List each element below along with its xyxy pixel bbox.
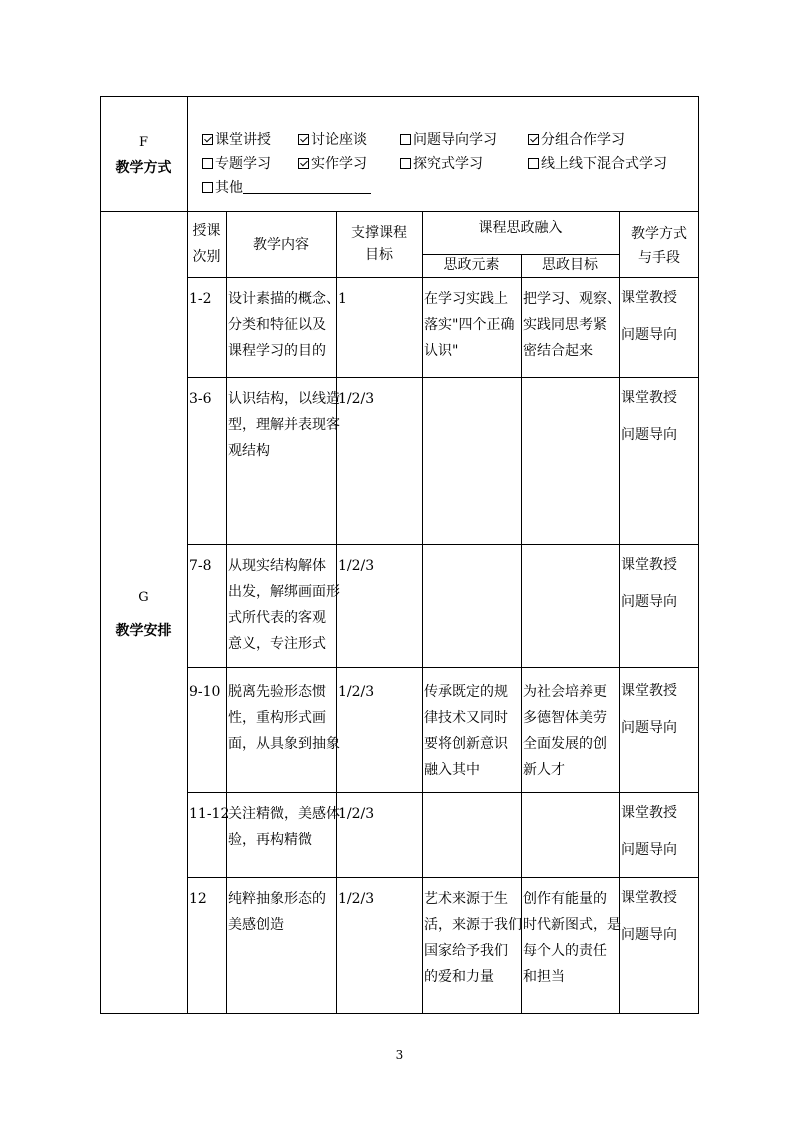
method-option-blended[interactable] <box>528 153 667 173</box>
checkbox-checked-icon[interactable] <box>298 158 309 169</box>
method-option-thematic[interactable] <box>202 153 271 173</box>
checkbox-checked-icon[interactable] <box>298 134 309 145</box>
row4-goal: 为社会培养更 多德智体美劳 全面发展的创 新人才 <box>523 684 607 778</box>
header-content: 教学内容 <box>253 237 309 253</box>
row6-element: 艺术来源于生 活，来源于我们 国家给予我们 的爱和力量 <box>424 891 522 985</box>
row6-session: 12 <box>189 891 207 907</box>
section-f-title: 教学方式 <box>115 160 172 176</box>
row-divider <box>187 792 699 793</box>
method-label: 其他 <box>215 180 243 196</box>
header-bottom-divider <box>187 277 699 278</box>
header-element: 思政元素 <box>443 257 500 273</box>
col-divider-objective <box>422 211 423 1014</box>
method-option-group-cooperative[interactable] <box>528 129 625 149</box>
row6-content: 纯粹抽象形态的 美感创造 <box>228 891 326 933</box>
col-divider-session <box>226 211 227 1014</box>
row1-element: 在学习实践上 落实"四个正确 认识" <box>424 291 515 359</box>
row1-content: 设计素描的概念、 分类和特征以及 课程学习的目的 <box>228 291 340 359</box>
header-ideology: 课程思政融入 <box>478 220 563 236</box>
row4-session: 9-10 <box>189 684 221 700</box>
row2-session: 3-6 <box>189 391 212 407</box>
row5-content: 关注精微，美感体 验，再构精微 <box>228 806 340 848</box>
row5-objective: 1/2/3 <box>338 806 375 822</box>
method-label: 线上线下混合式学习 <box>541 156 667 172</box>
row-divider <box>187 667 699 668</box>
row6-goal: 创作有能量的 时代新图式，是 每个人的责任 和担当 <box>523 891 621 985</box>
method-label: 课堂讲授 <box>215 132 271 148</box>
row4-method: 课堂教授 问题导向 <box>621 683 677 736</box>
section-g-code: G <box>138 590 149 605</box>
row6-method: 课堂教授 问题导向 <box>621 890 677 943</box>
checkbox-checked-icon[interactable] <box>202 134 213 145</box>
row3-method: 课堂教授 问题导向 <box>621 557 677 610</box>
row-divider <box>187 544 699 545</box>
checkbox-empty-icon[interactable] <box>528 158 539 169</box>
method-option-discussion[interactable] <box>298 129 367 149</box>
row5-session: 11-12 <box>189 806 230 822</box>
method-label: 专题学习 <box>215 156 271 172</box>
row6-objective: 1/2/3 <box>338 891 375 907</box>
row1-session: 1-2 <box>189 291 212 307</box>
checkbox-empty-icon[interactable] <box>400 134 411 145</box>
row-divider <box>187 877 699 878</box>
method-label: 探究式学习 <box>413 156 483 172</box>
row2-content: 认识结构，以线造 型，理解并表现客 观结构 <box>228 391 340 459</box>
row3-content: 从现实结构解体 出发，解绑画面形 式所代表的客观 意义，专注形式 <box>228 558 340 652</box>
page-number: 3 <box>395 1048 404 1062</box>
row4-objective: 1/2/3 <box>338 684 375 700</box>
row-divider <box>187 377 699 378</box>
method-option-lecture[interactable] <box>202 129 271 149</box>
row1-objective: 1 <box>338 291 347 307</box>
row3-objective: 1/2/3 <box>338 558 375 574</box>
method-option-other[interactable] <box>202 177 371 197</box>
method-label: 实作学习 <box>311 156 367 172</box>
method-option-problem-based[interactable] <box>400 129 497 149</box>
row2-objective: 1/2/3 <box>338 391 375 407</box>
method-label: 分组合作学习 <box>541 132 625 148</box>
checkbox-empty-icon[interactable] <box>202 158 213 169</box>
checkbox-checked-icon[interactable] <box>528 134 539 145</box>
method-option-inquiry[interactable] <box>400 153 483 173</box>
header-method: 教学方式 与手段 <box>631 226 687 266</box>
row1-method: 课堂教授 问题导向 <box>621 290 677 343</box>
row2-method: 课堂教授 问题导向 <box>621 390 677 443</box>
header-objective: 支撑课程 目标 <box>351 225 407 263</box>
divider-f-g <box>100 211 699 212</box>
header-goal: 思政目标 <box>542 257 598 273</box>
row3-session: 7-8 <box>189 558 212 574</box>
header-session: 授课 次别 <box>192 223 221 265</box>
method-option-practical[interactable] <box>298 153 367 173</box>
row4-element: 传承既定的规 律技术又同时 要将创新意识 融入其中 <box>424 684 508 778</box>
section-g-title: 教学安排 <box>115 623 172 639</box>
checkbox-empty-icon[interactable] <box>202 182 213 193</box>
row5-method: 课堂教授 问题导向 <box>621 805 677 858</box>
row4-content: 脱离先验形态惯 性，重构形式画 面，从具象到抽象 <box>228 684 340 752</box>
checkbox-empty-icon[interactable] <box>400 158 411 169</box>
method-label: 问题导向学习 <box>413 132 497 148</box>
other-fill-in-line[interactable] <box>243 179 371 194</box>
row1-goal: 把学习、观察、 实践同思考紧 密结合起来 <box>523 291 621 359</box>
section-f-code: F <box>138 135 149 150</box>
method-label: 讨论座谈 <box>311 132 367 148</box>
